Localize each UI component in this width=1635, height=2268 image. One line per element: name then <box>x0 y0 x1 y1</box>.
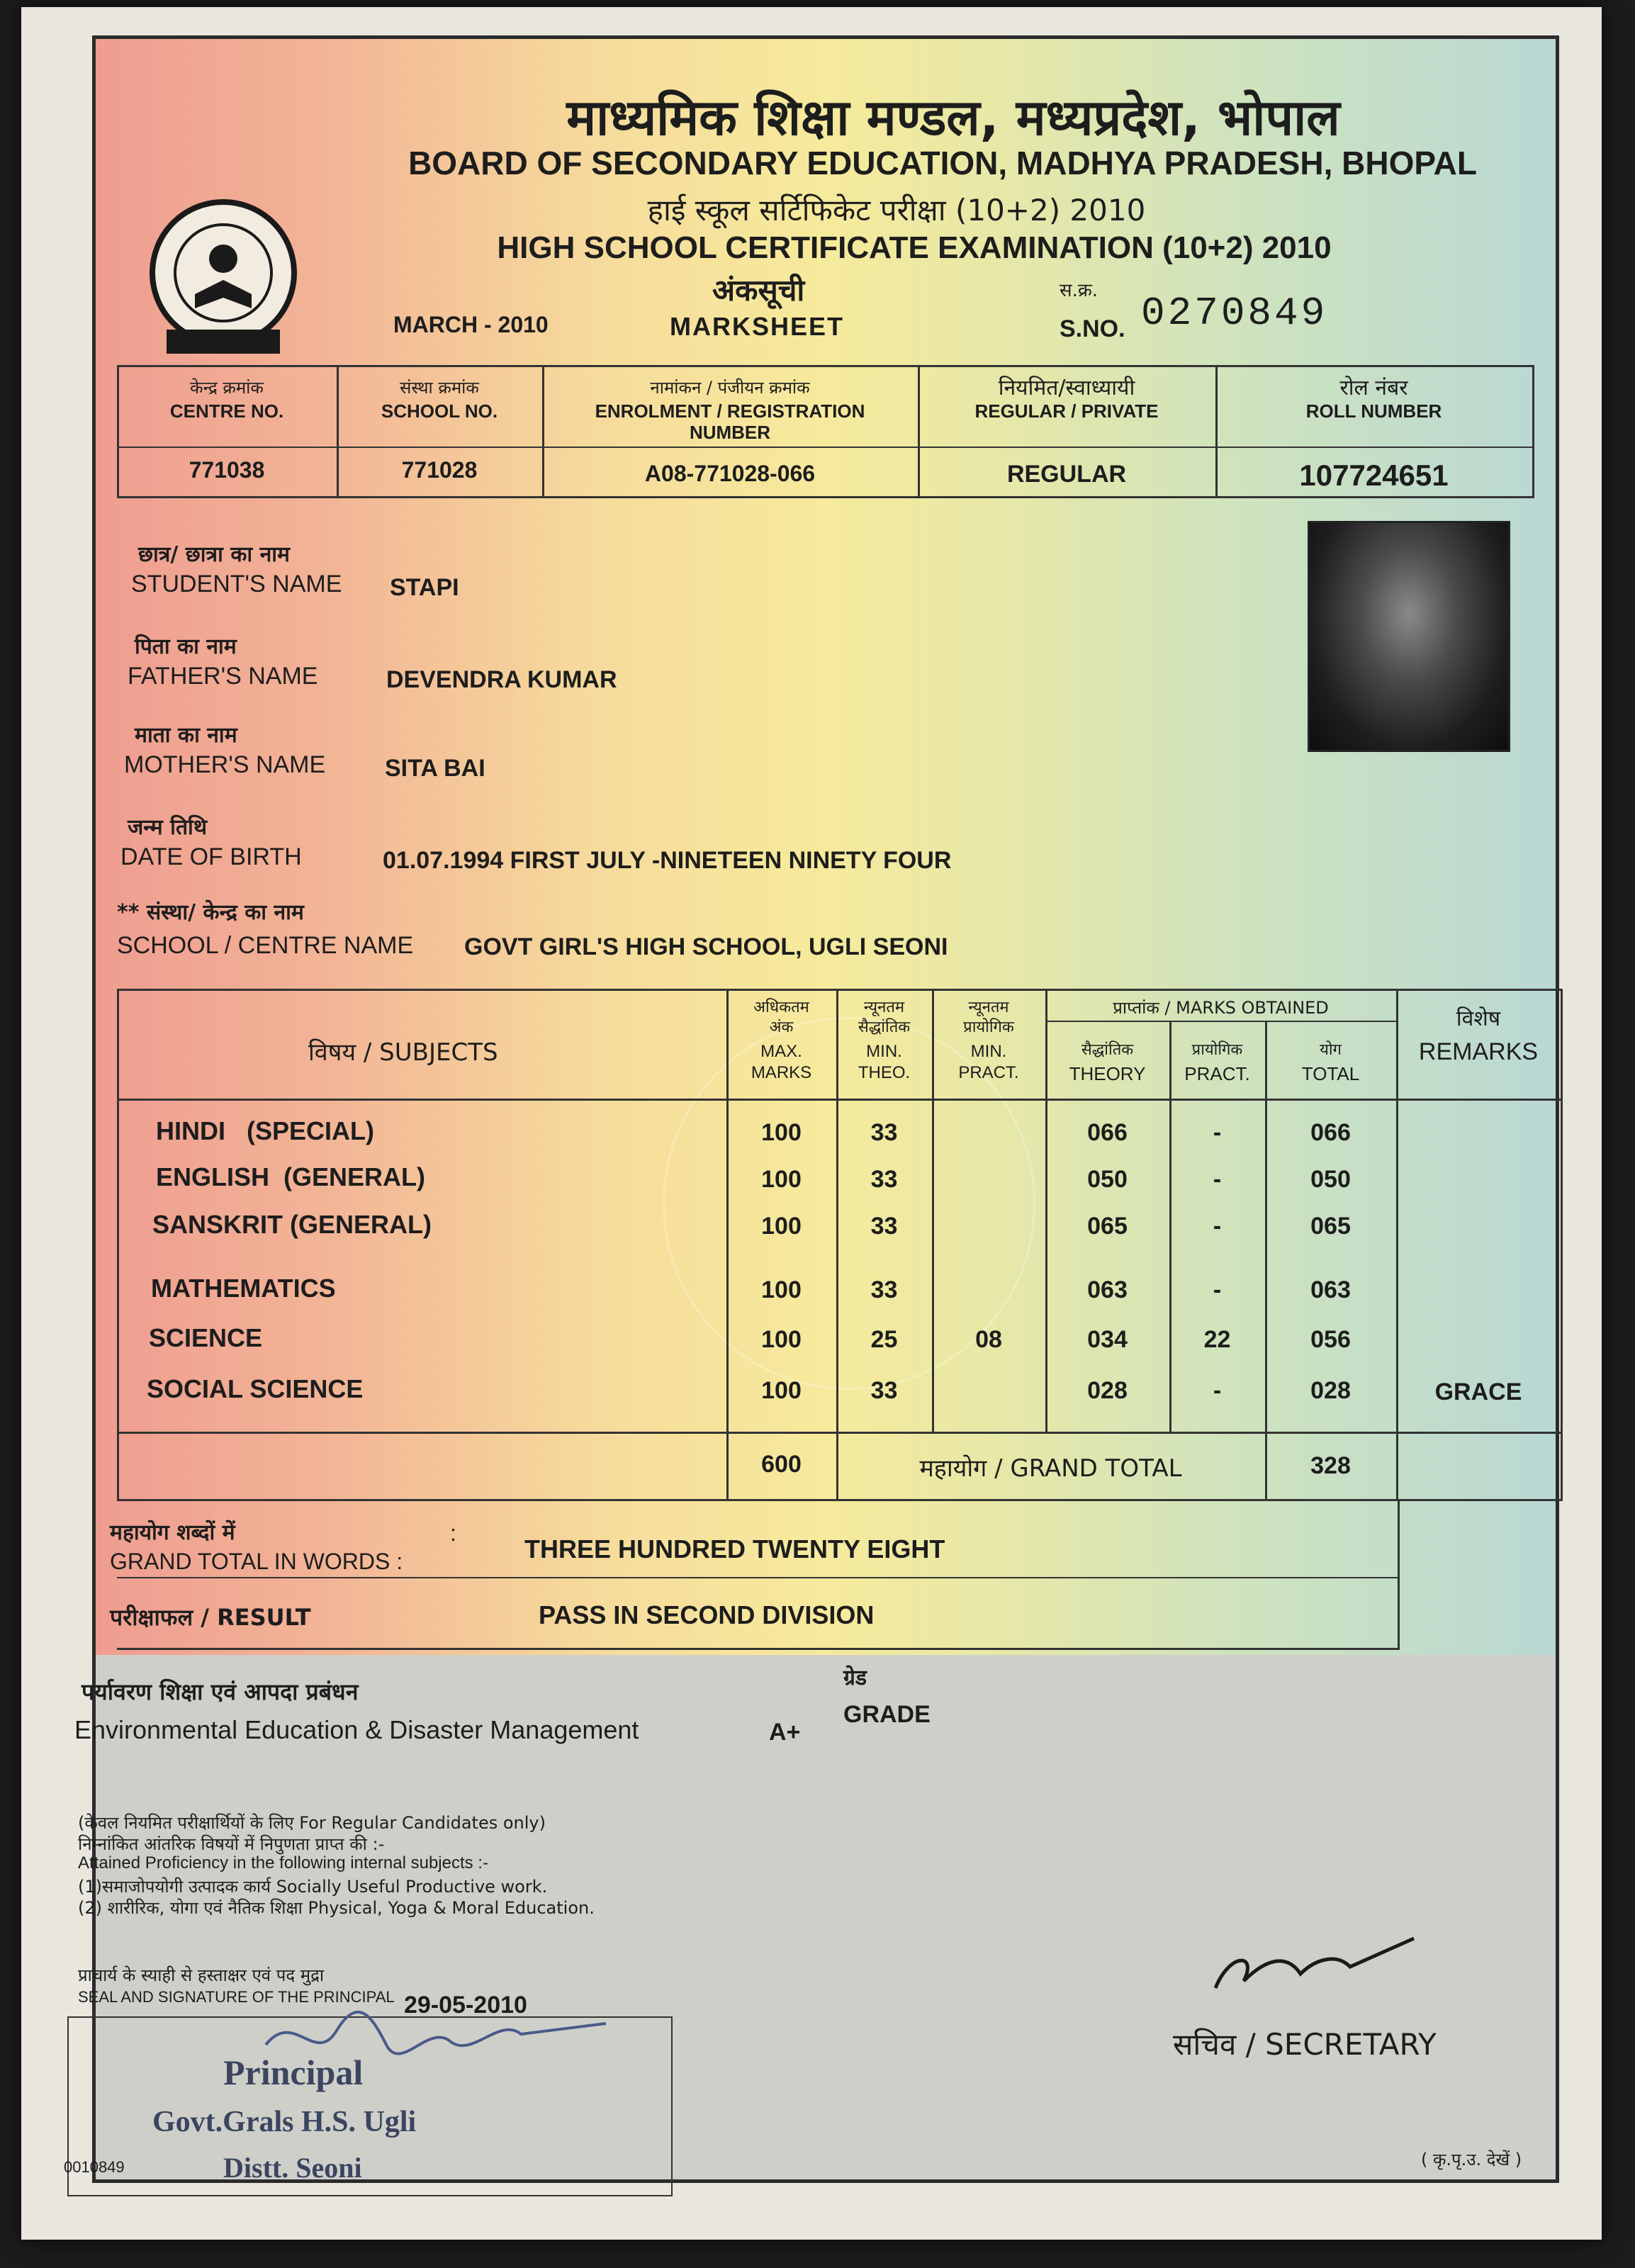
pract-marks: - <box>1213 1119 1222 1146</box>
father-name-label: FATHER'S NAME <box>128 663 318 690</box>
roll-number-value: 107724651 <box>1299 459 1449 492</box>
student-photo <box>1308 521 1510 752</box>
env-education-label: Environmental Education & Disaster Management <box>74 1715 639 1744</box>
min-pract: 08 <box>975 1326 1002 1353</box>
max-marks: 100 <box>761 1166 802 1193</box>
pract-marks: 22 <box>1203 1326 1231 1353</box>
max-marks-header-hindi: अधिकतम <box>753 999 809 1016</box>
max-marks-header: MAX. <box>760 1042 802 1061</box>
mother-name-hindi: माता का नाम <box>135 723 237 748</box>
theory-header: THEORY <box>1069 1063 1146 1084</box>
theory-marks: 050 <box>1087 1166 1128 1193</box>
secretary-signature <box>1201 1910 1428 2016</box>
min-pract-header-hindi2: प्रायोगिक <box>963 1018 1014 1036</box>
principal-stamp-title: Principal <box>223 2053 364 2092</box>
words-divider <box>117 1577 1400 1578</box>
mother-name-label: MOTHER'S NAME <box>124 751 326 778</box>
summary-right-border <box>1398 1499 1400 1650</box>
student-name-hindi: छात्र/ छात्रा का नाम <box>138 542 290 567</box>
remarks: GRACE <box>1434 1379 1522 1405</box>
max-marks-header2: MARKS <box>751 1063 812 1082</box>
remarks-header: REMARKS <box>1418 1038 1539 1065</box>
regular-private-hindi: नियमित/स्वाध्यायी <box>998 376 1135 400</box>
internal-subject-1: (1)समाजोपयोगी उत्पादक कार्य Socially Useful Productive work. <box>78 1877 548 1897</box>
total-marks: 066 <box>1310 1119 1351 1146</box>
school-name-hindi: ** संस्था/ केन्द्र का नाम <box>117 900 304 925</box>
id-table-line <box>1532 365 1534 498</box>
theory-marks: 066 <box>1087 1119 1128 1146</box>
subject-name: HINDI (SPECIAL) <box>156 1116 375 1145</box>
max-marks: 100 <box>761 1377 802 1404</box>
min-theo-header: MIN. <box>866 1042 902 1061</box>
grand-total-words: THREE HUNDRED TWENTY EIGHT <box>524 1534 945 1564</box>
centre-no-hindi: केन्द्र क्रमांक <box>190 378 264 398</box>
dob-label: DATE OF BIRTH <box>120 843 302 870</box>
result-divider <box>117 1648 1400 1650</box>
father-name-value: DEVENDRA KUMAR <box>386 666 617 693</box>
student-name-value: STAPI <box>390 574 459 601</box>
max-marks: 100 <box>761 1276 802 1303</box>
min-pract-header2: PRACT. <box>958 1063 1019 1082</box>
footer-code: 0010849 <box>64 2158 125 2176</box>
words-label: GRAND TOTAL IN WORDS : <box>110 1549 403 1574</box>
principal-seal-label: SEAL AND SIGNATURE OF THE PRINCIPAL <box>78 1988 395 2006</box>
words-label-hindi: महायोग शब्दों में <box>110 1520 235 1545</box>
grade-label: GRADE <box>843 1701 931 1728</box>
regular-candidates-note: (केवल नियमित परीक्षार्थियों के लिए For Regular Candidates only) <box>78 1813 546 1833</box>
min-theo: 33 <box>870 1377 898 1404</box>
result-label: परीक्षाफल / RESULT <box>110 1604 311 1631</box>
pract-marks: - <box>1213 1213 1222 1240</box>
subject-name: SANSKRIT (GENERAL) <box>152 1210 432 1239</box>
max-marks: 100 <box>761 1119 802 1146</box>
subject-name: SOCIAL SCIENCE <box>147 1374 364 1403</box>
enrolment-label: ENROLMENT / REGISTRATION <box>595 400 865 422</box>
marks-table-header-border <box>117 1099 1563 1101</box>
min-theo: 25 <box>870 1326 898 1353</box>
theory-header-hindi: सैद्धांतिक <box>1081 1041 1134 1059</box>
secretary-label: सचिव / SECRETARY <box>1173 2027 1437 2062</box>
certificate-paper <box>21 7 1602 2240</box>
roll-number-label: ROLL NUMBER <box>1305 400 1442 422</box>
father-name-hindi: पिता का नाम <box>135 634 237 659</box>
school-no-value: 771028 <box>401 457 478 483</box>
env-education-hindi: पर्यावरण शिक्षा एवं आपदा प्रबंधन <box>82 1678 359 1705</box>
school-no-label: SCHOOL NO. <box>381 400 498 422</box>
max-marks-header-hindi2: अंक <box>769 1018 794 1036</box>
id-table-bottom-border <box>117 496 1534 498</box>
mother-name-value: SITA BAI <box>385 755 485 782</box>
enrolment-label-line2: NUMBER <box>689 422 771 443</box>
words-colon: : <box>450 1520 456 1546</box>
total-marks: 063 <box>1310 1276 1351 1303</box>
total-marks: 028 <box>1310 1377 1351 1404</box>
exam-name-english: HIGH SCHOOL CERTIFICATE EXAMINATION (10+2) 2010 <box>497 230 1332 265</box>
please-turn-over: ( कृ.पृ.उ. देखें ) <box>1421 2150 1522 2169</box>
max-marks-total: 600 <box>761 1451 802 1478</box>
principal-stamp-school: Govt.Grals H.S. Ugli <box>152 2106 417 2138</box>
total-header-hindi: योग <box>1320 1041 1342 1059</box>
theory-marks: 063 <box>1087 1276 1128 1303</box>
min-theo-header2: THEO. <box>858 1063 911 1082</box>
grade-label-hindi: ग्रेड <box>843 1666 867 1690</box>
principal-seal-hindi: प्राचार्य के स्याही से हस्ताक्षर एवं पद मुद्रा <box>78 1965 325 1985</box>
total-marks: 056 <box>1310 1326 1351 1353</box>
exam-name-hindi: हाई स्कूल सर्टिफिकेट परीक्षा (10+2) 2010 <box>647 193 1146 228</box>
centre-no-label: CENTRE NO. <box>169 400 284 422</box>
internal-subject-2: (2) शारीरिक, योगा एवं नैतिक शिक्षा Physical, Yoga & Moral Education. <box>78 1898 595 1918</box>
pract-marks: - <box>1213 1377 1222 1404</box>
board-name-hindi: माध्यमिक शिक्षा मण्डल, मध्यप्रदेश, भोपाल <box>566 89 1340 147</box>
marksheet <box>64 35 1559 2184</box>
id-table-top-border <box>117 365 1534 367</box>
result-value: PASS IN SECOND DIVISION <box>539 1600 875 1629</box>
marks-table-top-border <box>117 989 1563 991</box>
serial-number: 0270849 <box>1141 291 1328 336</box>
theory-marks: 065 <box>1087 1213 1128 1240</box>
dob-hindi: जन्म तिथि <box>128 815 207 840</box>
sno-hindi-label: स.क्र. <box>1060 280 1099 301</box>
grade-value: A+ <box>769 1719 801 1746</box>
marks-obtained-header: प्राप्तांक / MARKS OBTAINED <box>1113 998 1329 1018</box>
total-marks: 065 <box>1310 1213 1351 1240</box>
total-marks: 050 <box>1310 1166 1351 1193</box>
min-theo: 33 <box>870 1213 898 1240</box>
regular-private-label: REGULAR / PRIVATE <box>974 400 1159 422</box>
marks-obtained-divider <box>1045 1021 1396 1022</box>
school-no-hindi: संस्था क्रमांक <box>400 378 479 398</box>
student-name-label: STUDENT'S NAME <box>131 571 342 597</box>
marks-table-rows-border <box>117 1432 1563 1434</box>
min-theo-header-hindi: न्यूनतम <box>863 999 905 1016</box>
pract-marks: - <box>1213 1166 1222 1193</box>
id-table-header-divider <box>117 447 1534 448</box>
min-theo: 33 <box>870 1166 898 1193</box>
roll-number-hindi: रोल नंबर <box>1339 376 1408 400</box>
max-marks: 100 <box>761 1213 802 1240</box>
subject-name: ENGLISH (GENERAL) <box>156 1162 426 1191</box>
school-name-value: GOVT GIRL'S HIGH SCHOOL, UGLI SEONI <box>464 933 948 960</box>
min-theo-header-hindi2: सैद्धांतिक <box>858 1018 911 1036</box>
marks-table-bottom-border <box>117 1499 1563 1501</box>
dob-value: 01.07.1994 FIRST JULY -NINETEEN NINETY FOUR <box>383 847 952 874</box>
theory-marks: 028 <box>1087 1377 1128 1404</box>
pract-header-hindi: प्रायोगिक <box>1191 1041 1243 1059</box>
board-name-english: BOARD OF SECONDARY EDUCATION, MADHYA PRADESH, BHOPAL <box>408 145 1477 181</box>
enrolment-hindi: नामांकन / पंजीयन क्रमांक <box>650 378 810 398</box>
pract-marks: - <box>1213 1276 1222 1303</box>
subject-name: SCIENCE <box>149 1323 263 1352</box>
marksheet-title: MARKSHEET <box>670 312 845 341</box>
school-name-label: SCHOOL / CENTRE NAME <box>117 932 414 959</box>
pract-header: PRACT. <box>1184 1063 1250 1084</box>
min-pract-header: MIN. <box>970 1042 1007 1061</box>
sno-label: S.NO. <box>1060 315 1125 342</box>
total-header: TOTAL <box>1301 1063 1360 1084</box>
min-theo: 33 <box>870 1119 898 1146</box>
marksheet-hindi: अंकसूची <box>712 273 805 308</box>
centre-no-value: 771038 <box>189 457 265 483</box>
exam-session: MARCH - 2010 <box>393 312 549 337</box>
min-pract-header-hindi: न्यूनतम <box>968 999 1009 1016</box>
regular-private-value: REGULAR <box>1006 461 1127 488</box>
marks-table-line <box>1561 989 1563 1501</box>
min-theo: 33 <box>870 1276 898 1303</box>
subjects-header: विषय / SUBJECTS <box>308 1038 498 1067</box>
enrolment-value: A08-771028-066 <box>644 461 816 486</box>
principal-stamp-district: Distt. Seoni <box>223 2152 362 2184</box>
grand-total-label: महायोग / GRAND TOTAL <box>919 1454 1182 1483</box>
subject-name: MATHEMATICS <box>151 1274 336 1303</box>
theory-marks: 034 <box>1087 1326 1128 1353</box>
marks-table-line <box>1265 1021 1267 1499</box>
proficiency-note: Attained Proficiency in the following internal subjects :- <box>78 1853 488 1873</box>
remarks-header-hindi: विशेष <box>1456 1006 1501 1031</box>
proficiency-note-hindi: निम्नांकित आंतरिक विषयों में निपुणता प्राप्त की :- <box>78 1834 385 1854</box>
grand-total-value: 328 <box>1310 1452 1351 1479</box>
issue-date: 29-05-2010 <box>404 1992 527 2019</box>
marks-table-line <box>117 989 119 1501</box>
max-marks: 100 <box>761 1326 802 1353</box>
